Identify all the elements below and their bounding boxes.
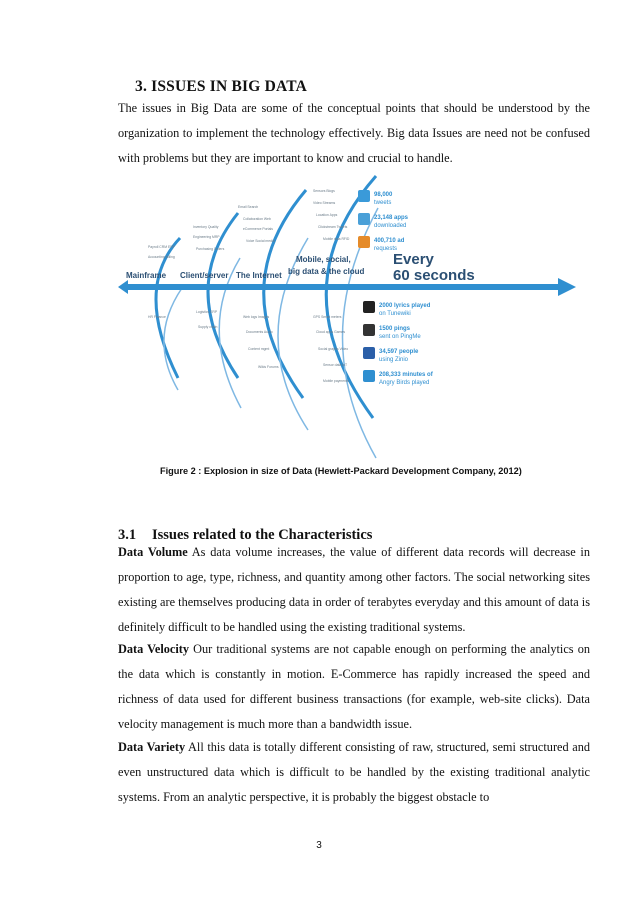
pingme-icon — [363, 324, 375, 336]
svg-text:Video Streams: Video Streams — [313, 201, 336, 205]
svg-text:Content mgmt: Content mgmt — [248, 347, 270, 351]
svg-text:using Zinio: using Zinio — [379, 357, 409, 363]
svg-text:208,333 minutes of: 208,333 minutes of — [379, 372, 433, 378]
svg-text:Sensors Blogs: Sensors Blogs — [313, 189, 335, 193]
svg-text:Documents Audio: Documents Audio — [246, 330, 273, 334]
svg-text:Clickstream Tweets: Clickstream Tweets — [318, 225, 348, 229]
svg-text:Collaboration Web: Collaboration Web — [243, 217, 271, 221]
svg-text:2000 lyrics played: 2000 lyrics played — [379, 303, 431, 309]
svg-text:Web logs Images: Web logs Images — [243, 315, 270, 319]
stat-item — [363, 370, 434, 386]
infographic — [118, 168, 588, 468]
svg-text:1500 pings: 1500 pings — [379, 326, 411, 332]
svg-text:Accounting Billing: Accounting Billing — [148, 255, 175, 259]
svg-text:Angry Birds played: Angry Birds played — [379, 380, 430, 386]
svg-text:Cloud apps Games: Cloud apps Games — [316, 330, 346, 334]
term-data-velocity: Data Velocity — [118, 642, 190, 656]
svg-text:HR Finance: HR Finance — [148, 315, 166, 319]
svg-text:Mobile data RFID: Mobile data RFID — [323, 237, 350, 241]
subsection-title: Issues related to the Characteristics — [152, 527, 373, 543]
tunewiki-icon — [363, 301, 375, 313]
svg-text:98,000: 98,000 — [374, 192, 393, 198]
svg-text:requests: requests — [374, 246, 398, 252]
svg-text:tweets: tweets — [374, 200, 392, 206]
text-data-variety: All this data is totally different consisting of raw, structured, semi structured and even unstructured data which is difficult to be handled by the existing traditional analytic systems. From an analytic perspective, it is probably the biggest obstacle to — [118, 740, 590, 804]
svg-text:Logistics ERP: Logistics ERP — [196, 310, 218, 314]
svg-text:400,710 ad: 400,710 ad — [374, 238, 405, 244]
svg-text:Inventory Quality: Inventory Quality — [193, 225, 219, 229]
svg-text:Voice Social media: Voice Social media — [246, 239, 275, 243]
era-label-client-server: Client/server — [180, 271, 229, 280]
svg-text:34,597 people: 34,597 people — [379, 349, 419, 355]
era-label-mainframe: Mainframe — [126, 271, 167, 280]
svg-text:sent on PingMe: sent on PingMe — [379, 334, 421, 340]
app-store-icon — [358, 213, 370, 225]
stat-item — [358, 236, 405, 252]
svg-text:Social graphs Video: Social graphs Video — [318, 347, 349, 351]
era-label-mobile-social: Mobile, social, — [296, 255, 351, 264]
svg-text:Sensor data IoT: Sensor data IoT — [323, 363, 348, 367]
figure-big-data-explosion — [118, 168, 588, 468]
svg-text:Email Search: Email Search — [238, 205, 259, 209]
zinio-icon — [363, 347, 375, 359]
svg-text:downloaded: downloaded — [374, 223, 407, 229]
intro-paragraph: The issues in Big Data are some of the conceptual points that should be understood by the organization to implement the technology effectively. Big data Issues are need not be confused with problems but they are important to know and crucial to handle. — [118, 101, 590, 165]
svg-text:Location Apps: Location Apps — [316, 213, 338, 217]
stat-item — [363, 301, 431, 317]
figure-caption: Figure 2 : Explosion in size of Data (Hewlett-Packard Development Company, 2012) — [160, 466, 522, 476]
section-heading: 3. ISSUES IN BIG DATA — [135, 78, 308, 95]
svg-text:eCommerce Portals: eCommerce Portals — [243, 227, 273, 231]
angry-birds-icon — [363, 370, 375, 382]
stat-item — [363, 324, 421, 340]
svg-text:23,148 apps: 23,148 apps — [374, 215, 409, 221]
stat-item — [358, 213, 409, 229]
era-label-big-data-cloud: big data & the cloud — [288, 267, 365, 276]
stat-item — [358, 190, 393, 206]
svg-text:Payroll CRM ERP: Payroll CRM ERP — [148, 245, 175, 249]
headline-every: Every — [393, 251, 434, 268]
term-data-variety: Data Variety — [118, 740, 186, 754]
svg-text:Supply chain: Supply chain — [198, 325, 218, 329]
svg-text:Engineering MRP: Engineering MRP — [193, 235, 220, 239]
stat-item — [363, 347, 419, 363]
svg-text:on Tunewiki: on Tunewiki — [379, 311, 411, 317]
svg-text:GPS Smart meters: GPS Smart meters — [313, 315, 342, 319]
subsection-number: 3.1 — [118, 527, 137, 543]
svg-text:Mobile payments: Mobile payments — [323, 379, 349, 383]
svg-text:Purchasing Orders: Purchasing Orders — [196, 247, 225, 251]
ad-icon — [358, 236, 370, 248]
term-data-volume: Data Volume — [118, 545, 188, 559]
svg-text:Wikis Forums: Wikis Forums — [258, 365, 279, 369]
text-data-velocity: Our traditional systems are not capable enough on performing the analytics on the data which is constantly in motion. E-Commerce has rapidly increased the speed and richness of data used for different business transactions (for example, web-site clicks). Data velocity management is much more than a bandwidth issue. — [118, 642, 590, 731]
twitter-icon — [358, 190, 370, 202]
headline-60-seconds: 60 seconds — [393, 267, 475, 284]
text-data-volume: As data volume increases, the value of different data records will decrease in proportion to age, type, richness, and quantity among other factors. The social networking sites existing are themselves producing data in order of terabytes everyday and this amount of data is definitely difficult to be handled using the existing traditional systems. — [118, 545, 590, 634]
paragraph-data-volume — [118, 540, 590, 640]
paragraph-data-velocity — [118, 637, 590, 737]
paragraph-data-variety — [118, 735, 590, 810]
page-number: 3 — [316, 840, 322, 851]
era-label-internet: The Internet — [236, 271, 282, 280]
